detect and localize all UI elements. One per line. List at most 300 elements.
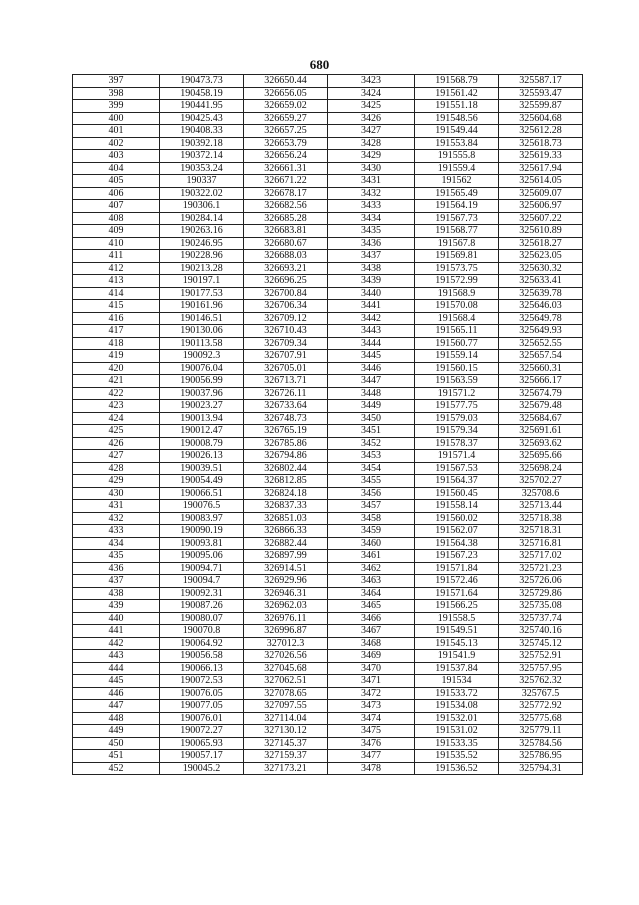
x-coordinate-right-cell: 191577.75 (415, 400, 499, 413)
y-coordinate-left-cell: 326802.44 (244, 462, 328, 475)
y-coordinate-right-cell: 325619.33 (499, 150, 583, 163)
point-number-right-cell: 3455 (328, 475, 415, 488)
x-coordinate-right-cell: 191533.72 (415, 687, 499, 700)
x-coordinate-left-cell: 190090.19 (160, 525, 244, 538)
point-number-left-cell: 418 (73, 337, 160, 350)
table-row (73, 650, 583, 663)
x-coordinate-left-cell: 190284.14 (160, 212, 244, 225)
y-coordinate-left-cell: 326656.24 (244, 150, 328, 163)
y-coordinate-left-cell: 326659.27 (244, 112, 328, 125)
y-coordinate-left-cell: 326657.25 (244, 125, 328, 138)
table-row (73, 762, 583, 775)
x-coordinate-left-cell: 190008.79 (160, 437, 244, 450)
y-coordinate-left-cell: 327130.12 (244, 725, 328, 738)
x-coordinate-left-cell: 190213.28 (160, 262, 244, 275)
y-coordinate-right-cell: 325604.68 (499, 112, 583, 125)
point-number-right-cell: 3460 (328, 537, 415, 550)
point-number-right-cell: 3442 (328, 312, 415, 325)
point-number-left-cell: 430 (73, 487, 160, 500)
y-coordinate-right-cell: 325618.73 (499, 137, 583, 150)
table-row (73, 587, 583, 600)
y-coordinate-right-cell: 325610.89 (499, 225, 583, 238)
point-number-right-cell: 3429 (328, 150, 415, 163)
y-coordinate-right-cell: 325752.91 (499, 650, 583, 663)
point-number-right-cell: 3450 (328, 412, 415, 425)
x-coordinate-left-cell: 190072.27 (160, 725, 244, 738)
x-coordinate-right-cell: 191551.18 (415, 100, 499, 113)
table-row (73, 200, 583, 213)
point-number-right-cell: 3432 (328, 187, 415, 200)
point-number-left-cell: 402 (73, 137, 160, 150)
x-coordinate-right-cell: 191560.15 (415, 362, 499, 375)
point-number-left-cell: 443 (73, 650, 160, 663)
y-coordinate-left-cell: 326671.22 (244, 175, 328, 188)
y-coordinate-right-cell: 325609.07 (499, 187, 583, 200)
x-coordinate-right-cell: 191541.9 (415, 650, 499, 663)
y-coordinate-right-cell: 325679.48 (499, 400, 583, 413)
point-number-left-cell: 446 (73, 687, 160, 700)
y-coordinate-left-cell: 327097.55 (244, 700, 328, 713)
table-row (73, 700, 583, 713)
x-coordinate-right-cell: 191567.53 (415, 462, 499, 475)
y-coordinate-left-cell: 326709.12 (244, 312, 328, 325)
point-number-right-cell: 3443 (328, 325, 415, 338)
x-coordinate-right-cell: 191561.42 (415, 87, 499, 100)
x-coordinate-right-cell: 191566.25 (415, 600, 499, 613)
x-coordinate-left-cell: 190458.19 (160, 87, 244, 100)
y-coordinate-left-cell: 326748.73 (244, 412, 328, 425)
x-coordinate-right-cell: 191559.14 (415, 350, 499, 363)
point-number-right-cell: 3435 (328, 225, 415, 238)
y-coordinate-right-cell: 325726.06 (499, 575, 583, 588)
table-row (73, 350, 583, 363)
point-number-left-cell: 399 (73, 100, 160, 113)
point-number-right-cell: 3469 (328, 650, 415, 663)
point-number-right-cell: 3447 (328, 375, 415, 388)
point-number-right-cell: 3423 (328, 75, 415, 88)
table-row (73, 400, 583, 413)
x-coordinate-right-cell: 191563.59 (415, 375, 499, 388)
x-coordinate-right-cell: 191531.02 (415, 725, 499, 738)
x-coordinate-left-cell: 190113.58 (160, 337, 244, 350)
y-coordinate-right-cell: 325735.08 (499, 600, 583, 613)
x-coordinate-right-cell: 191536.52 (415, 762, 499, 775)
y-coordinate-left-cell: 326914.51 (244, 562, 328, 575)
x-coordinate-right-cell: 191560.77 (415, 337, 499, 350)
table-row (73, 387, 583, 400)
point-number-left-cell: 417 (73, 325, 160, 338)
point-number-right-cell: 3465 (328, 600, 415, 613)
y-coordinate-right-cell: 325630.32 (499, 262, 583, 275)
point-number-left-cell: 403 (73, 150, 160, 163)
y-coordinate-left-cell: 326812.85 (244, 475, 328, 488)
x-coordinate-left-cell: 190072.53 (160, 675, 244, 688)
point-number-left-cell: 406 (73, 187, 160, 200)
x-coordinate-left-cell: 190177.53 (160, 287, 244, 300)
y-coordinate-left-cell: 326866.33 (244, 525, 328, 538)
point-number-left-cell: 426 (73, 437, 160, 450)
point-number-left-cell: 444 (73, 662, 160, 675)
point-number-right-cell: 3424 (328, 87, 415, 100)
x-coordinate-left-cell: 190408.33 (160, 125, 244, 138)
y-coordinate-left-cell: 326705.01 (244, 362, 328, 375)
table-row (73, 262, 583, 275)
point-number-right-cell: 3439 (328, 275, 415, 288)
point-number-right-cell: 3434 (328, 212, 415, 225)
x-coordinate-left-cell: 190056.58 (160, 650, 244, 663)
y-coordinate-right-cell: 325691.61 (499, 425, 583, 438)
page-number: 680 (309, 57, 330, 72)
point-number-left-cell: 398 (73, 87, 160, 100)
x-coordinate-right-cell: 191564.37 (415, 475, 499, 488)
y-coordinate-right-cell: 325784.56 (499, 737, 583, 750)
table-row (73, 487, 583, 500)
point-number-right-cell: 3452 (328, 437, 415, 450)
y-coordinate-right-cell: 325737.74 (499, 612, 583, 625)
x-coordinate-right-cell: 191570.08 (415, 300, 499, 313)
x-coordinate-left-cell: 190372.14 (160, 150, 244, 163)
y-coordinate-right-cell: 325657.54 (499, 350, 583, 363)
y-coordinate-right-cell: 325786.95 (499, 750, 583, 763)
x-coordinate-right-cell: 191579.03 (415, 412, 499, 425)
point-number-left-cell: 432 (73, 512, 160, 525)
y-coordinate-right-cell: 325623.05 (499, 250, 583, 263)
y-coordinate-left-cell: 326709.34 (244, 337, 328, 350)
table-row (73, 150, 583, 163)
x-coordinate-left-cell: 190066.51 (160, 487, 244, 500)
y-coordinate-left-cell: 327078.65 (244, 687, 328, 700)
table-row (73, 325, 583, 338)
point-number-left-cell: 397 (73, 75, 160, 88)
x-coordinate-left-cell: 190441.95 (160, 100, 244, 113)
table-row (73, 500, 583, 513)
x-coordinate-right-cell: 191567.23 (415, 550, 499, 563)
x-coordinate-left-cell: 190080.07 (160, 612, 244, 625)
x-coordinate-right-cell: 191578.37 (415, 437, 499, 450)
point-number-left-cell: 415 (73, 300, 160, 313)
x-coordinate-right-cell: 191568.4 (415, 312, 499, 325)
table-row (73, 212, 583, 225)
x-coordinate-left-cell: 190092.3 (160, 350, 244, 363)
table-row (73, 362, 583, 375)
point-number-left-cell: 434 (73, 537, 160, 550)
point-number-right-cell: 3426 (328, 112, 415, 125)
point-number-left-cell: 401 (73, 125, 160, 138)
x-coordinate-right-cell: 191565.49 (415, 187, 499, 200)
point-number-right-cell: 3445 (328, 350, 415, 363)
x-coordinate-left-cell: 190045.2 (160, 762, 244, 775)
point-number-right-cell: 3436 (328, 237, 415, 250)
y-coordinate-right-cell: 325612.28 (499, 125, 583, 138)
table-row (73, 712, 583, 725)
x-coordinate-right-cell: 191533.35 (415, 737, 499, 750)
x-coordinate-left-cell: 190076.5 (160, 500, 244, 513)
y-coordinate-right-cell: 325775.68 (499, 712, 583, 725)
x-coordinate-left-cell: 190094.71 (160, 562, 244, 575)
y-coordinate-right-cell: 325606.97 (499, 200, 583, 213)
x-coordinate-right-cell: 191568.79 (415, 75, 499, 88)
y-coordinate-right-cell: 325713.44 (499, 500, 583, 513)
y-coordinate-left-cell: 326661.31 (244, 162, 328, 175)
point-number-right-cell: 3468 (328, 637, 415, 650)
x-coordinate-left-cell: 190087.26 (160, 600, 244, 613)
x-coordinate-left-cell: 190246.95 (160, 237, 244, 250)
y-coordinate-right-cell: 325757.95 (499, 662, 583, 675)
point-number-right-cell: 3475 (328, 725, 415, 738)
table-row (73, 375, 583, 388)
y-coordinate-left-cell: 327045.68 (244, 662, 328, 675)
y-coordinate-right-cell: 325767.5 (499, 687, 583, 700)
y-coordinate-left-cell: 327114.04 (244, 712, 328, 725)
x-coordinate-right-cell: 191562 (415, 175, 499, 188)
y-coordinate-right-cell: 325660.31 (499, 362, 583, 375)
y-coordinate-right-cell: 325617.94 (499, 162, 583, 175)
y-coordinate-left-cell: 326693.21 (244, 262, 328, 275)
point-number-left-cell: 440 (73, 612, 160, 625)
y-coordinate-right-cell: 325718.38 (499, 512, 583, 525)
x-coordinate-left-cell: 190146.51 (160, 312, 244, 325)
x-coordinate-left-cell: 190306.1 (160, 200, 244, 213)
x-coordinate-right-cell: 191567.73 (415, 212, 499, 225)
x-coordinate-left-cell: 190012.47 (160, 425, 244, 438)
y-coordinate-left-cell: 327026.56 (244, 650, 328, 663)
table-row (73, 412, 583, 425)
x-coordinate-right-cell: 191558.5 (415, 612, 499, 625)
y-coordinate-left-cell: 326706.34 (244, 300, 328, 313)
y-coordinate-left-cell: 326794.86 (244, 450, 328, 463)
y-coordinate-left-cell: 326726.11 (244, 387, 328, 400)
y-coordinate-left-cell: 326824.18 (244, 487, 328, 500)
x-coordinate-right-cell: 191534 (415, 675, 499, 688)
table-row (73, 125, 583, 138)
point-number-left-cell: 428 (73, 462, 160, 475)
point-number-right-cell: 3451 (328, 425, 415, 438)
x-coordinate-left-cell: 190023.27 (160, 400, 244, 413)
point-number-left-cell: 438 (73, 587, 160, 600)
x-coordinate-left-cell: 190057.17 (160, 750, 244, 763)
point-number-left-cell: 452 (73, 762, 160, 775)
table-row (73, 537, 583, 550)
y-coordinate-right-cell: 325674.79 (499, 387, 583, 400)
y-coordinate-left-cell: 326700.84 (244, 287, 328, 300)
x-coordinate-right-cell: 191569.81 (415, 250, 499, 263)
table-row (73, 575, 583, 588)
x-coordinate-right-cell: 191553.84 (415, 137, 499, 150)
point-number-left-cell: 414 (73, 287, 160, 300)
point-number-left-cell: 423 (73, 400, 160, 413)
point-number-left-cell: 413 (73, 275, 160, 288)
y-coordinate-right-cell: 325649.93 (499, 325, 583, 338)
table-row (73, 450, 583, 463)
table-row (73, 525, 583, 538)
y-coordinate-right-cell: 325794.31 (499, 762, 583, 775)
point-number-left-cell: 450 (73, 737, 160, 750)
point-number-left-cell: 447 (73, 700, 160, 713)
y-coordinate-right-cell: 325779.11 (499, 725, 583, 738)
y-coordinate-right-cell: 325639.78 (499, 287, 583, 300)
point-number-left-cell: 436 (73, 562, 160, 575)
x-coordinate-left-cell: 190065.93 (160, 737, 244, 750)
point-number-right-cell: 3461 (328, 550, 415, 563)
x-coordinate-right-cell: 191545.13 (415, 637, 499, 650)
point-number-left-cell: 409 (73, 225, 160, 238)
x-coordinate-right-cell: 191564.38 (415, 537, 499, 550)
x-coordinate-left-cell: 190077.05 (160, 700, 244, 713)
y-coordinate-left-cell: 326882.44 (244, 537, 328, 550)
x-coordinate-left-cell: 190056.99 (160, 375, 244, 388)
x-coordinate-left-cell: 190076.04 (160, 362, 244, 375)
point-number-left-cell: 411 (73, 250, 160, 263)
y-coordinate-left-cell: 326976.11 (244, 612, 328, 625)
y-coordinate-left-cell: 326996.87 (244, 625, 328, 638)
point-number-right-cell: 3463 (328, 575, 415, 588)
y-coordinate-right-cell: 325599.87 (499, 100, 583, 113)
x-coordinate-right-cell: 191564.19 (415, 200, 499, 213)
y-coordinate-left-cell: 326685.28 (244, 212, 328, 225)
point-number-right-cell: 3458 (328, 512, 415, 525)
point-number-right-cell: 3453 (328, 450, 415, 463)
y-coordinate-left-cell: 327062.51 (244, 675, 328, 688)
table-row (73, 600, 583, 613)
point-number-right-cell: 3454 (328, 462, 415, 475)
y-coordinate-left-cell: 326710.43 (244, 325, 328, 338)
point-number-right-cell: 3462 (328, 562, 415, 575)
table-row (73, 750, 583, 763)
x-coordinate-right-cell: 191571.2 (415, 387, 499, 400)
x-coordinate-right-cell: 191579.34 (415, 425, 499, 438)
point-number-left-cell: 441 (73, 625, 160, 638)
point-number-left-cell: 435 (73, 550, 160, 563)
x-coordinate-left-cell: 190092.31 (160, 587, 244, 600)
point-number-right-cell: 3472 (328, 687, 415, 700)
y-coordinate-left-cell: 326765.19 (244, 425, 328, 438)
y-coordinate-left-cell: 326680.67 (244, 237, 328, 250)
x-coordinate-left-cell: 190076.05 (160, 687, 244, 700)
y-coordinate-right-cell: 325762.32 (499, 675, 583, 688)
point-number-right-cell: 3459 (328, 525, 415, 538)
y-coordinate-left-cell: 326688.03 (244, 250, 328, 263)
table-row (73, 612, 583, 625)
point-number-right-cell: 3433 (328, 200, 415, 213)
x-coordinate-left-cell: 190093.81 (160, 537, 244, 550)
point-number-left-cell: 404 (73, 162, 160, 175)
point-number-left-cell: 420 (73, 362, 160, 375)
y-coordinate-right-cell: 325646.03 (499, 300, 583, 313)
table-row (73, 250, 583, 263)
point-number-right-cell: 3449 (328, 400, 415, 413)
x-coordinate-right-cell: 191568.77 (415, 225, 499, 238)
table-row (73, 175, 583, 188)
point-number-right-cell: 3478 (328, 762, 415, 775)
x-coordinate-left-cell: 190095.06 (160, 550, 244, 563)
table-row (73, 737, 583, 750)
table-row (73, 112, 583, 125)
x-coordinate-left-cell: 190064.92 (160, 637, 244, 650)
y-coordinate-left-cell: 326678.17 (244, 187, 328, 200)
coordinates-table (72, 74, 583, 775)
x-coordinate-right-cell: 191555.8 (415, 150, 499, 163)
y-coordinate-right-cell: 325618.27 (499, 237, 583, 250)
point-number-left-cell: 451 (73, 750, 160, 763)
point-number-left-cell: 429 (73, 475, 160, 488)
table-row (73, 425, 583, 438)
y-coordinate-left-cell: 327145.37 (244, 737, 328, 750)
x-coordinate-right-cell: 191537.84 (415, 662, 499, 675)
point-number-left-cell: 445 (73, 675, 160, 688)
point-number-left-cell: 421 (73, 375, 160, 388)
y-coordinate-left-cell: 326897.99 (244, 550, 328, 563)
point-number-right-cell: 3438 (328, 262, 415, 275)
x-coordinate-right-cell: 191571.84 (415, 562, 499, 575)
point-number-right-cell: 3428 (328, 137, 415, 150)
x-coordinate-left-cell: 190425.43 (160, 112, 244, 125)
point-number-right-cell: 3477 (328, 750, 415, 763)
x-coordinate-left-cell: 190263.16 (160, 225, 244, 238)
y-coordinate-right-cell: 325649.78 (499, 312, 583, 325)
table-row (73, 437, 583, 450)
table-row (73, 300, 583, 313)
y-coordinate-left-cell: 326837.33 (244, 500, 328, 513)
x-coordinate-right-cell: 191573.75 (415, 262, 499, 275)
point-number-left-cell: 410 (73, 237, 160, 250)
point-number-right-cell: 3466 (328, 612, 415, 625)
x-coordinate-left-cell: 190039.51 (160, 462, 244, 475)
y-coordinate-left-cell: 326851.03 (244, 512, 328, 525)
point-number-left-cell: 419 (73, 350, 160, 363)
y-coordinate-left-cell: 326707.91 (244, 350, 328, 363)
x-coordinate-left-cell: 190083.97 (160, 512, 244, 525)
y-coordinate-left-cell: 326696.25 (244, 275, 328, 288)
table-row (73, 162, 583, 175)
y-coordinate-right-cell: 325587.17 (499, 75, 583, 88)
x-coordinate-left-cell: 190054.49 (160, 475, 244, 488)
point-number-right-cell: 3474 (328, 712, 415, 725)
table-row (73, 312, 583, 325)
table-row (73, 275, 583, 288)
table-row (73, 562, 583, 575)
y-coordinate-left-cell: 326962.03 (244, 600, 328, 613)
y-coordinate-right-cell: 325717.02 (499, 550, 583, 563)
y-coordinate-left-cell: 326785.86 (244, 437, 328, 450)
y-coordinate-left-cell: 326650.44 (244, 75, 328, 88)
x-coordinate-right-cell: 191549.44 (415, 125, 499, 138)
y-coordinate-left-cell: 327012.3 (244, 637, 328, 650)
y-coordinate-right-cell: 325718.31 (499, 525, 583, 538)
y-coordinate-left-cell: 326929.96 (244, 575, 328, 588)
x-coordinate-right-cell: 191532.01 (415, 712, 499, 725)
y-coordinate-right-cell: 325614.05 (499, 175, 583, 188)
y-coordinate-right-cell: 325708.6 (499, 487, 583, 500)
x-coordinate-left-cell: 190392.18 (160, 137, 244, 150)
x-coordinate-left-cell: 190130.06 (160, 325, 244, 338)
y-coordinate-right-cell: 325702.27 (499, 475, 583, 488)
point-number-left-cell: 433 (73, 525, 160, 538)
x-coordinate-right-cell: 191534.08 (415, 700, 499, 713)
y-coordinate-right-cell: 325745.12 (499, 637, 583, 650)
table-row (73, 662, 583, 675)
x-coordinate-left-cell: 190070.8 (160, 625, 244, 638)
table-row (73, 725, 583, 738)
x-coordinate-left-cell: 190228.96 (160, 250, 244, 263)
table-row (73, 462, 583, 475)
point-number-left-cell: 407 (73, 200, 160, 213)
y-coordinate-right-cell: 325593.47 (499, 87, 583, 100)
y-coordinate-left-cell: 326946.31 (244, 587, 328, 600)
point-number-left-cell: 408 (73, 212, 160, 225)
table-row (73, 337, 583, 350)
coordinates-table-body (73, 75, 583, 775)
x-coordinate-left-cell: 190094.7 (160, 575, 244, 588)
